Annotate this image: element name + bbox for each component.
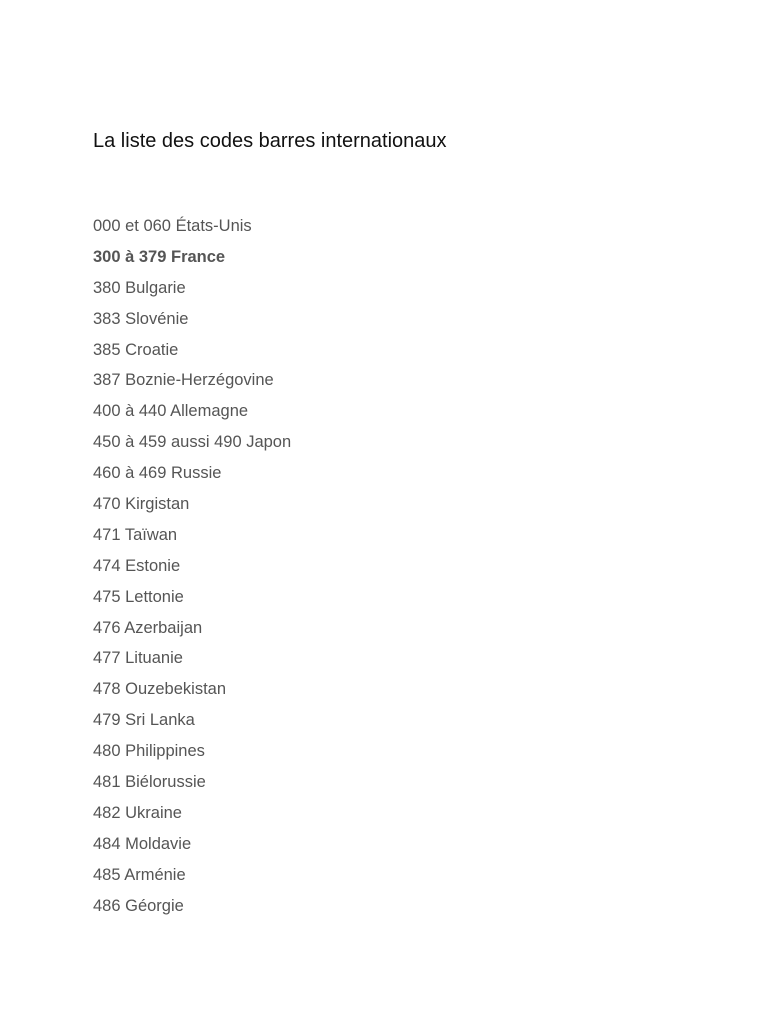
page-title: La liste des codes barres internationaux <box>93 130 447 152</box>
list-item: 450 à 459 aussi 490 Japon <box>93 433 292 452</box>
list-item: 485 Arménie <box>93 865 186 884</box>
list-item: 480 Philippines <box>93 742 205 761</box>
list-item: 476 Azerbaijan <box>93 618 203 637</box>
list-item: 470 Kirgistan <box>93 495 190 514</box>
list-item: 300 à 379 France <box>93 247 226 266</box>
list-item: 400 à 440 Allemagne <box>93 402 249 421</box>
list-item: 481 Biélorussie <box>93 773 206 792</box>
list-item: 380 Bulgarie <box>93 278 186 297</box>
list-item: 474 Estonie <box>93 556 181 575</box>
list-item: 482 Ukraine <box>93 803 182 822</box>
list-item: 387 Boznie-Herzégovine <box>93 371 274 390</box>
list-item: 479 Sri Lanka <box>93 711 195 730</box>
list-item: 475 Lettonie <box>93 587 184 606</box>
list-item: 471 Taïwan <box>93 525 178 544</box>
list-item: 000 et 060 États-Unis <box>93 217 252 235</box>
list-item: 385 Croatie <box>93 340 179 359</box>
list-item: 478 Ouzebekistan <box>93 680 227 699</box>
list-item: 383 Slovénie <box>93 309 189 328</box>
list-item: 486 Géorgie <box>93 896 184 915</box>
list-item: 460 à 469 Russie <box>93 464 222 483</box>
list-item: 477 Lituanie <box>93 649 183 668</box>
barcode-country-list <box>93 214 291 924</box>
list-item: 484 Moldavie <box>93 834 192 853</box>
